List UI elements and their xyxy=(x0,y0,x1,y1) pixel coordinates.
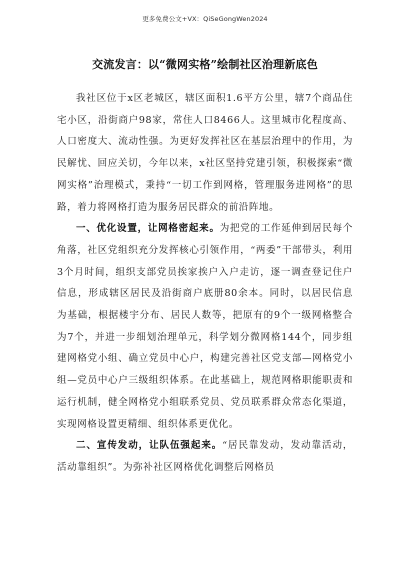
header-note: 更多免费公文+VX：QiSeGongWen2024 xyxy=(142,15,268,23)
section-heading: 二、宣传发动，让队伍强起来。 xyxy=(76,440,223,452)
section-heading: 一、优化设置，让网格密起来。 xyxy=(76,223,220,235)
paragraph-section-1 xyxy=(57,218,353,435)
paragraph-text: “居民靠发动，发动靠活动，活动靠组织”。为弥补社区网格优化调整后网格员 xyxy=(57,440,353,473)
paragraph-section-2 xyxy=(57,435,353,478)
paragraph-text: 为把党的工作延伸到居民每个角落，社区党组织充分发挥核心引领作用，“两委”干部带头，利用3个月时间，组织支部党员挨家挨户入户走访，逐一调查登记住户信息，形成辖区居民及沿街商户底册80余本。同时，以居民信息为基础，根据楼宇分布、居民人数等，把原有的9个一级网格整合为7个，并进一步细划治理单元，科学划分微网格144个，同步组建网格党小组、确立党员中心户，构建完善社区党支部—网格党小组—党员中心户三级组织体系。在此基础上，规范网格职能职责和运行机制，健全网格党小组联系党员、党员联系群众常态化渠道，实现网格设置更精细、组织体系更优化。 xyxy=(57,223,353,430)
document-body xyxy=(57,88,353,479)
document-title: 交流发言：以“微网实格”绘制社区治理新底色 xyxy=(92,58,318,71)
paragraph-text: 我社区位于x区老城区，辖区面积1.6平方公里，辖7个商品住宅小区，沿街商户98家，常住人口8466人。这里城市化程度高、人口密度大、流动性强。为更好发挥社区在基层治理中的作用，为民解忧、回应关切，今年以来，x社区坚持党建引领，积极探索“微网实格”治理模式，秉持“一切工作到网格，管理服务进网格”的思路，着力将网格打造为服务居民群众的前沿阵地。 xyxy=(57,93,353,213)
paragraph-intro xyxy=(57,88,353,218)
